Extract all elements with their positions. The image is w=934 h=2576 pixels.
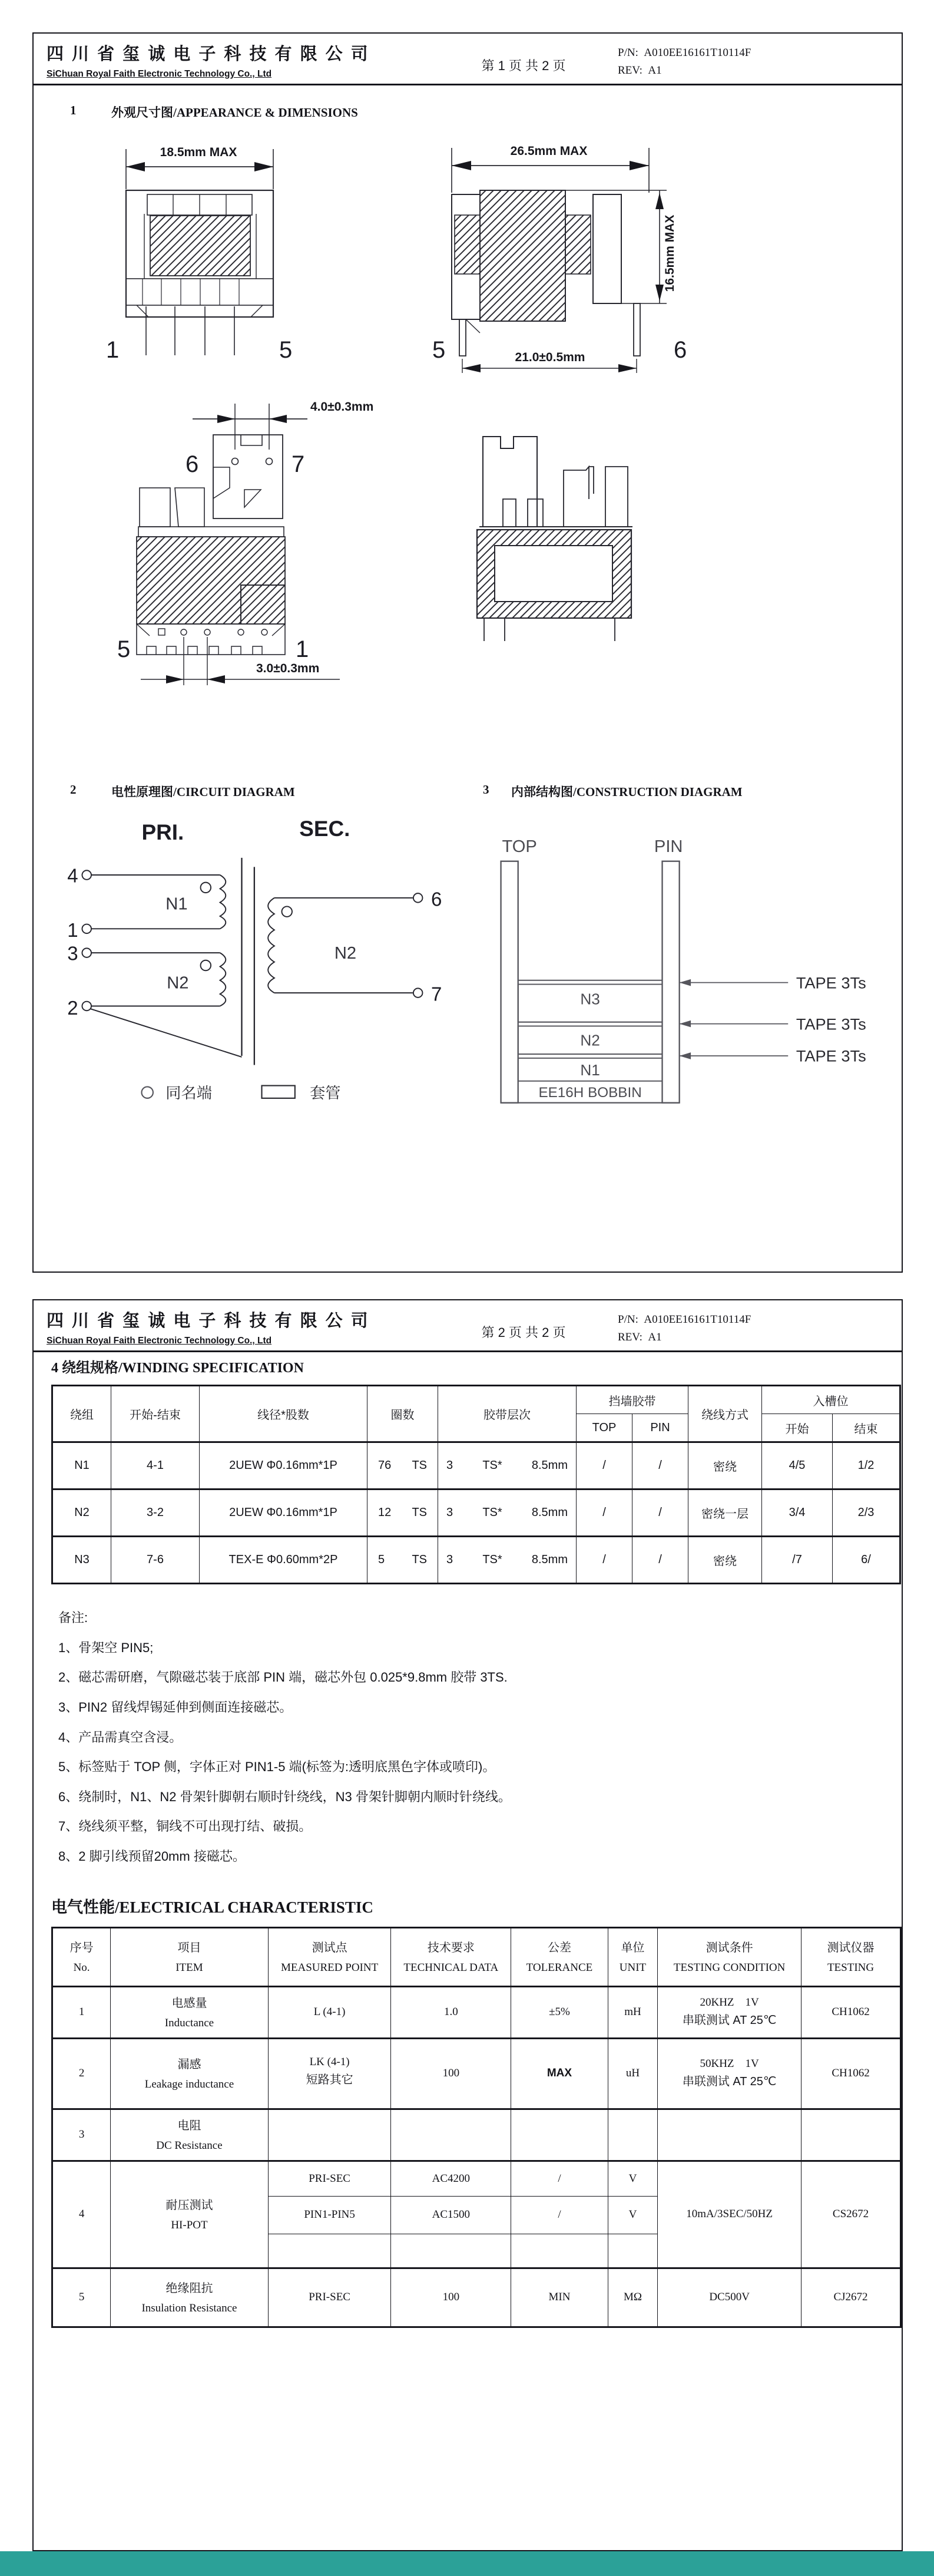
front-pin-left-label: 1 <box>106 337 120 363</box>
page1-header <box>34 34 902 85</box>
cell <box>268 2234 391 2268</box>
cell: 6/ <box>833 1537 900 1584</box>
col-unit: 单位 UNIT <box>608 1927 658 1986</box>
section3-heading: 内部结构图/CONSTRUCTION DIAGRAM <box>511 785 743 799</box>
note-item: 4、产品需真空含浸。 <box>58 1729 183 1745</box>
cell <box>391 2234 511 2268</box>
cell: 10mA/3SEC/50HZ <box>658 2161 801 2268</box>
cell: V <box>608 2196 658 2234</box>
cell <box>608 2234 658 2268</box>
side-view-drawing <box>408 138 702 374</box>
cell: 电阻 DC Resistance <box>111 2109 269 2161</box>
rev-line-p2 <box>618 1329 751 1346</box>
tape-unit: TS* <box>482 1459 502 1472</box>
company-block <box>47 41 429 80</box>
pn-label: P/N: <box>618 47 638 59</box>
cell: 2 <box>52 2038 111 2109</box>
cell: / <box>511 2196 608 2234</box>
cell: DC500V <box>658 2268 801 2327</box>
winding-table <box>51 1385 901 1584</box>
cell: 4 <box>52 2161 111 2268</box>
test-cond-line1: 20KHZ 1V <box>700 1996 759 2009</box>
note-item: 2、磁芯需研磨，气隙磁芯装于底部 PIN 端，磁芯外包 0.025*9.8mm 胶带 3TS. <box>58 1670 508 1685</box>
cell: 1.0 <box>391 1986 511 2038</box>
col-method: 绕线方式 <box>688 1386 762 1442</box>
tape-layers: 3 <box>446 1553 453 1566</box>
bobbin-label: EE16H BOBBIN <box>538 1084 642 1101</box>
section2-heading: 电性原理图/CIRCUIT DIAGRAM <box>111 785 295 799</box>
tape-callout-1: TAPE 3Ts <box>796 973 866 992</box>
cell <box>268 2038 391 2109</box>
tape-width: 8.5mm <box>531 1553 568 1566</box>
polarity-dot-icon <box>141 1086 153 1098</box>
pn-value-p2: A010EE16161T10114F <box>644 1313 751 1326</box>
col-measured-point: 测试点 MEASURED POINT <box>268 1927 391 1986</box>
cell <box>608 2109 658 2161</box>
company-name-cn: 四 川 省 玺 诚 电 子 科 技 有 限 公 司 <box>47 45 370 64</box>
bottom-bar <box>0 2551 934 2576</box>
col-testing: 测试仪器 TESTING <box>801 1927 901 1986</box>
circuit-section <box>34 765 472 1120</box>
cell: 2UEW Φ0.16mm*1P <box>200 1442 367 1490</box>
electrical-title-cn: 电气性能 <box>51 1898 115 1916</box>
cell: uH <box>608 2038 658 2109</box>
notes-section <box>58 1604 902 1871</box>
cell: 绝缘阻抗 Insulation Resistance <box>111 2268 269 2327</box>
circuit-diagram <box>51 811 452 1120</box>
company-name-cn-p2: 四 川 省 玺 诚 电 子 科 技 有 限 公 司 <box>47 1312 370 1330</box>
part-number-line <box>618 44 751 62</box>
elec-row-hipot-1 <box>52 2161 901 2196</box>
cell: 耐压测试 HI-POT <box>111 2161 269 2268</box>
tape-layers: 3 <box>446 1459 453 1472</box>
turns-value: 5 <box>378 1553 385 1566</box>
cell: / <box>577 1490 632 1537</box>
cell: 4/5 <box>762 1442 833 1490</box>
col-wire: 线径*股数 <box>200 1386 367 1442</box>
pri-label: PRI. <box>141 820 184 844</box>
top-view-drawing <box>104 391 381 697</box>
tube-icon <box>261 1086 294 1098</box>
cell: MAX <box>511 2038 608 2109</box>
cell: mH <box>608 1986 658 2038</box>
pin6-label: 6 <box>431 888 442 910</box>
rev-value-p2: A1 <box>648 1331 662 1344</box>
cell: 100 <box>391 2268 511 2327</box>
dim-top-pitch: 4.0±0.3mm <box>310 400 374 414</box>
turns-unit: TS <box>412 1506 427 1519</box>
section2-title <box>70 782 472 800</box>
mp-line1: LK (4-1) <box>309 2056 350 2069</box>
n1-label: N1 <box>165 894 188 914</box>
winding-row-n3 <box>52 1537 900 1584</box>
cell: /7 <box>762 1537 833 1584</box>
cell: AC1500 <box>391 2196 511 2234</box>
cell <box>438 1537 577 1584</box>
col-tape: 胶带层次 <box>438 1386 577 1442</box>
rev-value: A1 <box>648 64 662 77</box>
pin7-label: 7 <box>431 983 442 1005</box>
tape-callout-3: TAPE 3Ts <box>796 1046 866 1065</box>
dimension-drawings-row1 <box>90 138 902 374</box>
pn-value: A010EE16161T10114F <box>644 47 751 59</box>
tape-unit: TS* <box>482 1553 502 1566</box>
electrical-title-en: /ELECTRICAL CHARACTERISTIC <box>115 1898 373 1916</box>
page2-header <box>34 1300 902 1352</box>
notes-title: 备注: <box>58 1610 88 1625</box>
cell: N1 <box>52 1442 111 1490</box>
note-item: 8、2 脚引线预留20mm 接磁芯。 <box>58 1849 246 1864</box>
cell <box>367 1442 438 1490</box>
winding-row-n1 <box>52 1442 900 1490</box>
cell <box>658 2038 801 2109</box>
tape-width: 8.5mm <box>531 1459 568 1472</box>
col-tolerance: 公差 TOLERANCE <box>511 1927 608 1986</box>
cell: PRI-SEC <box>268 2268 391 2327</box>
tape-width: 8.5mm <box>531 1506 568 1519</box>
pin2-label: 2 <box>67 997 78 1019</box>
tape-unit: TS* <box>482 1506 502 1519</box>
cell: / <box>577 1537 632 1584</box>
cross-section-drawing <box>449 391 702 644</box>
side-pin-right-label: 6 <box>674 337 687 363</box>
cell: CS2672 <box>801 2161 901 2268</box>
bottom-pin-right-label: 1 <box>296 636 309 662</box>
top-pin-left-label: 6 <box>186 451 199 477</box>
col-testing-condition: 测试条件 TESTING CONDITION <box>658 1927 801 1986</box>
test-cond-line2: 串联测试 AT 25℃ <box>682 2075 777 2088</box>
pin3-label: 3 <box>67 942 78 965</box>
cell: 密绕 <box>688 1537 762 1584</box>
note-item: 6、绕制时，N1、N2 骨架针脚朝右顺时针绕线，N3 骨架针脚朝内顺时针绕线。 <box>58 1789 511 1804</box>
mp-line2: 短路其它 <box>306 2073 353 2087</box>
cell <box>268 2109 391 2161</box>
note-item: 7、绕线须平整，铜线不可出现打结、破损。 <box>58 1819 312 1834</box>
cell: 3 <box>52 2109 111 2161</box>
legend-tube-label: 套管 <box>310 1084 341 1102</box>
note-item: 5、标签贴于 TOP 侧，字体正对 PIN1-5 端(标签为:透明底黑色字体或喷印)。 <box>58 1759 496 1775</box>
cell <box>511 2109 608 2161</box>
part-info-p2 <box>618 1311 751 1347</box>
cell <box>367 1537 438 1584</box>
cell: 密绕 <box>688 1442 762 1490</box>
col-winding: 绕组 <box>52 1386 111 1442</box>
pin1-label: 1 <box>67 919 78 941</box>
rev-label: REV: <box>618 64 642 77</box>
turns-unit: TS <box>412 1553 427 1566</box>
note-item: 3、PIN2 留线焊锡延伸到侧面连接磁芯。 <box>58 1699 293 1715</box>
elec-row-dc-resistance <box>52 2109 901 2161</box>
col-margin-tape: 挡墙胶带 <box>577 1386 688 1414</box>
cell: 1/2 <box>833 1442 900 1490</box>
tape-callout-2: TAPE 3Ts <box>796 1015 866 1033</box>
col-start-end: 开始-结束 <box>111 1386 200 1442</box>
elec-row-inductance <box>52 1986 901 2038</box>
section1-title <box>70 103 902 121</box>
cell: CJ2672 <box>801 2268 901 2327</box>
dim-pin-span: 21.0±0.5mm <box>515 351 585 364</box>
cell <box>438 1490 577 1537</box>
cell: / <box>632 1490 688 1537</box>
bottom-pin-left-label: 5 <box>117 636 131 662</box>
dim-bottom-pitch: 3.0±0.3mm <box>256 662 320 675</box>
cell: MIN <box>511 2268 608 2327</box>
section4-title: 4 绕组规格/WINDING SPECIFICATION <box>51 1360 304 1376</box>
construction-section <box>472 765 902 1120</box>
turns-value: 76 <box>378 1459 392 1472</box>
cell: PRI-SEC <box>268 2161 391 2196</box>
part-number-line-p2 <box>618 1311 751 1329</box>
col-item: 项目 ITEM <box>111 1927 269 1986</box>
page-number-p2: 第 2 页 共 2 页 <box>481 1325 566 1340</box>
pn-label-p2: P/N: <box>618 1313 638 1326</box>
cell: 7-6 <box>111 1537 200 1584</box>
cell: 1 <box>52 1986 111 2038</box>
cell: TEX-E Φ0.60mm*2P <box>200 1537 367 1584</box>
col-turns: 圈数 <box>367 1386 438 1442</box>
cell: 2/3 <box>833 1490 900 1537</box>
cell <box>658 2109 801 2161</box>
cell: 漏感 Leakage inductance <box>111 2038 269 2109</box>
diagram-sections-row <box>34 765 902 1120</box>
cell: / <box>511 2161 608 2196</box>
turns-unit: TS <box>412 1459 427 1472</box>
elec-row-insulation <box>52 2268 901 2327</box>
cell <box>658 1986 801 2038</box>
electrical-title <box>51 1894 902 1917</box>
company-block-p2 <box>47 1307 429 1346</box>
top-side-label: TOP <box>502 837 537 857</box>
construction-diagram <box>472 811 873 1120</box>
col-margin-top: TOP <box>577 1414 632 1442</box>
page-2 <box>32 1299 903 2551</box>
cell: 5 <box>52 2268 111 2327</box>
company-name-en: SiChuan Royal Faith Electronic Technology Co., Ltd <box>47 69 272 79</box>
dim-side-width: 26.5mm MAX <box>510 144 588 158</box>
col-no: 序号 No. <box>52 1927 111 1986</box>
cell: / <box>577 1442 632 1490</box>
note-item: 1、骨架空 PIN5; <box>58 1640 154 1655</box>
dim-side-height: 16.5mm MAX <box>663 214 677 292</box>
pin4-label: 4 <box>67 864 78 887</box>
section2-number: 2 <box>70 782 77 797</box>
cell: / <box>632 1442 688 1490</box>
legend-dot-label: 同名端 <box>165 1084 212 1102</box>
col-slot-start: 开始 <box>762 1414 833 1442</box>
cell: / <box>632 1537 688 1584</box>
dim-front-width: 18.5mm MAX <box>160 146 237 159</box>
col-technical-data: 技术要求 TECHNICAL DATA <box>391 1927 511 1986</box>
cell: AC4200 <box>391 2161 511 2196</box>
front-view-drawing <box>90 138 366 374</box>
test-cond-line2: 串联测试 AT 25℃ <box>682 2013 777 2027</box>
elec-row-leakage <box>52 2038 901 2109</box>
cell: 4-1 <box>111 1442 200 1490</box>
cell: ±5% <box>511 1986 608 2038</box>
cell <box>367 1490 438 1537</box>
part-info <box>618 44 751 80</box>
page-number: 第 1 页 共 2 页 <box>481 58 566 73</box>
test-cond-line1: 50KHZ 1V <box>700 2057 759 2070</box>
cell <box>391 2109 511 2161</box>
cell: 3-2 <box>111 1490 200 1537</box>
cell: PIN1-PIN5 <box>268 2196 391 2234</box>
electrical-header-row <box>52 1927 901 1986</box>
rev-line <box>618 62 751 80</box>
winding-row-n2 <box>52 1490 900 1537</box>
cell: CH1062 <box>801 2038 901 2109</box>
col-margin-pin: PIN <box>632 1414 688 1442</box>
rev-label-p2: REV: <box>618 1331 642 1344</box>
cell <box>801 2109 901 2161</box>
n2-sec-label: N2 <box>334 943 357 963</box>
cell: MΩ <box>608 2268 658 2327</box>
cell <box>511 2234 608 2268</box>
cell <box>438 1442 577 1490</box>
layer-n2-label: N2 <box>580 1031 600 1049</box>
section1-number: 1 <box>70 103 77 117</box>
pin-side-label: PIN <box>654 837 683 857</box>
tape-layers: 3 <box>446 1506 453 1519</box>
cell: CH1062 <box>801 1986 901 2038</box>
cell: L (4-1) <box>268 1986 391 2038</box>
section3-number: 3 <box>483 782 489 797</box>
cell: 2UEW Φ0.16mm*1P <box>200 1490 367 1537</box>
col-slot: 入槽位 <box>762 1386 900 1414</box>
front-pin-right-label: 5 <box>279 337 293 363</box>
n2-pri-label: N2 <box>167 973 189 993</box>
top-pin-right-label: 7 <box>292 451 305 477</box>
section1-heading: 外观尺寸图/APPEARANCE & DIMENSIONS <box>111 105 358 120</box>
cell: 3/4 <box>762 1490 833 1537</box>
side-pin-left-label: 5 <box>432 337 446 363</box>
cell: N2 <box>52 1490 111 1537</box>
sec-label: SEC. <box>299 816 350 841</box>
cell: 100 <box>391 2038 511 2109</box>
company-name-en-p2: SiChuan Royal Faith Electronic Technology Co., Ltd <box>47 1336 272 1346</box>
dimension-drawings-row2 <box>104 391 902 697</box>
cell: 密绕一层 <box>688 1490 762 1537</box>
page-1 <box>32 32 903 1273</box>
cell: 电感量 Inductance <box>111 1986 269 2038</box>
cell: V <box>608 2161 658 2196</box>
cell: N3 <box>52 1537 111 1584</box>
electrical-table <box>51 1927 902 2328</box>
layer-n3-label: N3 <box>580 990 600 1008</box>
section3-title <box>483 782 902 800</box>
turns-value: 12 <box>378 1506 392 1519</box>
layer-n1-label: N1 <box>580 1061 600 1079</box>
winding-header-row-1 <box>52 1386 900 1414</box>
col-slot-end: 结束 <box>833 1414 900 1442</box>
